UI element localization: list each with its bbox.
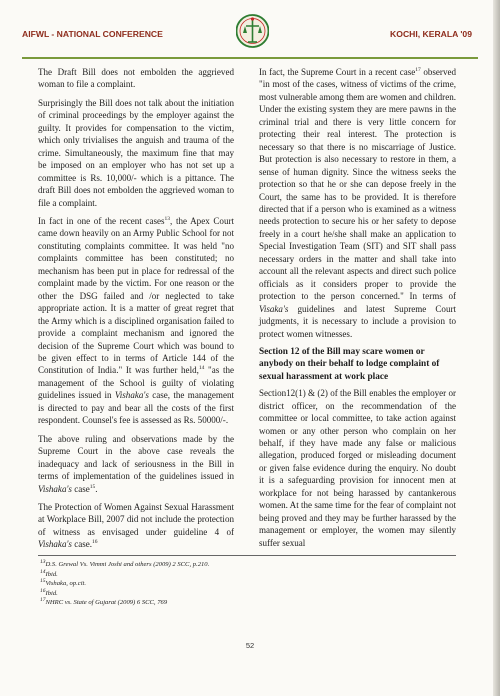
left-paragraph-1: The Draft Bill does not embolden the aggrieved woman to file a complaint. <box>38 67 234 90</box>
text-run: "as the management of the School is guilty of violating guidelines issued in <box>38 365 234 401</box>
page-number: 52 <box>245 641 255 650</box>
case-name: Vishaka's <box>38 539 72 550</box>
text-run: In fact in one of the recent cases <box>38 215 165 226</box>
text-run: guidelines and latest Supreme Court judgments, it is necessary to include a provision to protect women witnesses. <box>259 303 456 339</box>
footnote-item <box>40 598 440 608</box>
footnotes <box>40 560 440 608</box>
left-column <box>38 66 234 557</box>
section-heading: Section 12 of the Bill may scare women or anybody on their behalf to lodge complaint of sexual harassment at work place <box>259 346 440 382</box>
header-right-title: KOCHI, KERALA '09 <box>390 29 472 39</box>
aifwl-emblem-icon <box>236 12 269 50</box>
text-run: The Protection of Women Against Sexual Harassment at Workplace Bill, 2007 did not include the protection of witness as envisaged under guideline 4 of <box>38 501 234 537</box>
text-run: , the Apex Court came down heavily on an Army Public School for not constituting complaints committee. It was held "no complaints committee has been constituted; no mechanism has been put in place for redressal of the complaint made by the victim. For one reason or the other the DSG failed and /or neglected to take appropriate action. It is a matter of great regret that the Army which is a disciplined organisation failed to provide a complaint mechanism and ignored the decision of the Supreme Court which was bound to be given effect to in terms of Article 144 of the Constitution of India." It was further held, <box>38 215 235 376</box>
header-rule <box>22 57 478 59</box>
right-paragraph-2: Section12(1) & (2) of the Bill enables the employer or district officer, on the recommendation of the committee or local committee, to take action against women or any other person who complain on her behalf, if they have made any false or malicious allegation, produced forged or misleading document or given false evidence during the enquiry. No doubt it is a safeguarding provision for innocent men at workplace for not being harassed by cantankerous women. At the same time for the fear of complaint not being proved and they may be further harassed by the management or employer, the women may silently suffer sexual <box>259 388 456 548</box>
text-run: In fact, the Supreme Court in a recent case <box>259 67 416 77</box>
left-paragraph-2: Surprisingly the Bill does not talk about the initiation of criminal proceedings by the employer against the guilty. It provides for compensation to the victim, which only trivialises the anguish and trauma of the crime. Simultaneously, the maximum fine that may be imposed on an employer who has not set up a committee is Rs. 10,000/- which is a pittance. The draft Bill does not embolden the aggrieved woman to file a complaint. <box>38 97 234 208</box>
footnote-text: NHRC vs. State of Gujarat (2009) 6 SCC, 769 <box>45 599 168 607</box>
footnote-ref: 14 <box>198 365 205 372</box>
case-name: Vishaka's <box>38 483 72 494</box>
footnote-ref: 16 <box>92 539 98 546</box>
footnote-text: Ibid. <box>45 570 58 578</box>
footnote-item <box>40 589 440 599</box>
footnote-item <box>40 560 440 570</box>
footnote-divider <box>38 555 456 556</box>
right-paragraph-1 <box>259 66 456 340</box>
footnote-text: Ibid. <box>45 589 58 597</box>
header-left-title: AIFWL - NATIONAL CONFERENCE <box>22 29 163 39</box>
footnote-num: 15 <box>40 578 46 584</box>
footnote-item <box>40 579 440 589</box>
left-paragraph-5 <box>38 501 234 551</box>
text-run: case. <box>71 539 93 550</box>
text-run: observed "in most of the cases, witness of victims of the crime, most vulnerable among them are women and children. Under the existing system they are mere pawns in the criminal trial and there is very little concern for protecting their real interest. The protection is necessary so that there is no miscarriage of Justice. But protection is also necessary to restore in them, a sense of human dignity. Since the witness seeks the protection so that he or she can depose freely in the Court, the same has to be provided. It is therefore directed that if a person who is examined as a witness needs protection to secure his or her safety to depose freely in a court he/she shall make an application to Special Investigation Team (SIT) and SIT shall pass necessary orders in the matter and shall take into account all the relevant aspects and direct such police officials as it considers proper to provide the protection to the person concerned." In terms of <box>259 67 457 302</box>
text-run: case, the management is directed to pay and bear all the costs of the first respondent. Counsel's fee is assessed as Rs. 50000/-. <box>38 390 234 426</box>
case-name: Vishaka's <box>114 390 149 401</box>
footnote-text: D.S. Grewal Vs. Vimmi Joshi and others (2009) 2 SCC, p.210. <box>45 561 210 568</box>
footnote-ref: 13 <box>164 215 171 222</box>
footnote-ref: 17 <box>415 66 421 73</box>
footnote-ref: 15 <box>89 483 96 490</box>
text-run: The above ruling and observations made by the Supreme Court in the above case reveals the inadequacy and lack of seriousness in the Bill in terms of implementation of the guidelines issued in <box>38 433 234 482</box>
text-run: case <box>71 483 90 494</box>
footnote-num: 17 <box>40 597 46 604</box>
left-paragraph-3 <box>38 215 234 427</box>
footnote-num: 16 <box>40 587 46 594</box>
footnote-text: Vishaka, op.cit. <box>45 580 87 588</box>
text-run: . <box>95 483 98 494</box>
footnote-num: 14 <box>40 568 46 575</box>
footnote-num: 13 <box>40 558 46 565</box>
scan-edge-shadow <box>493 0 500 696</box>
right-column <box>259 66 456 555</box>
footnote-item <box>40 570 440 580</box>
case-name: Visaka's <box>259 303 289 314</box>
left-paragraph-4 <box>38 433 234 495</box>
